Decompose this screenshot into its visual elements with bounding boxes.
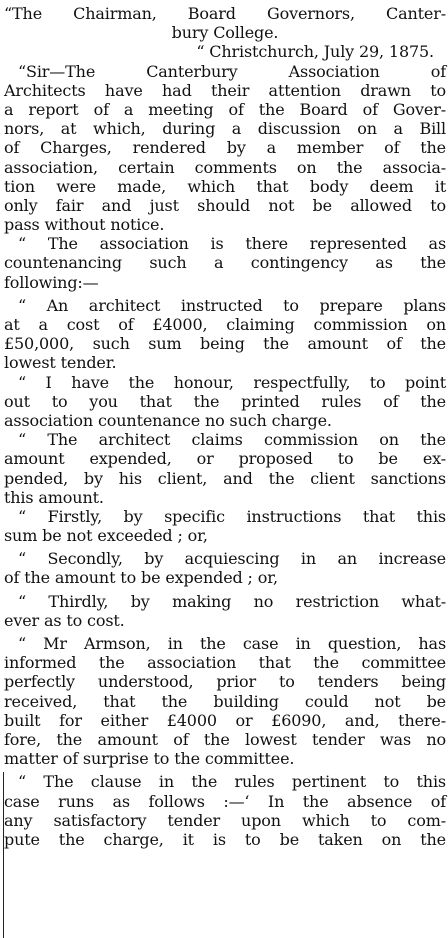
paragraph <box>4 634 446 768</box>
text-line: “The Chairman, Board Governors, Canter- <box>4 4 446 23</box>
text-line: this amount. <box>4 487 104 507</box>
text-line: tion were made, which that body deem it <box>4 176 446 196</box>
text-line: pended, by his client, and the client sanctions <box>4 468 446 488</box>
letter-address <box>4 4 446 62</box>
text-line: only fair and just should not be allowed to <box>4 195 446 215</box>
text-line: association countenance no such charge. <box>4 410 332 430</box>
text-line: matter of surprise to the committee. <box>4 749 295 769</box>
text-line: £50,000, such sum being the amount of the <box>4 334 446 354</box>
text-line: “ The architect claims commission on the <box>18 430 446 450</box>
paragraph <box>4 549 446 587</box>
text-line: pass without notice. <box>4 215 165 235</box>
paragraph <box>4 234 446 292</box>
text-line: “ Firstly, by specific instructions that this <box>18 506 446 526</box>
paragraph <box>4 62 446 235</box>
text-line: perfectly understood, prior to tenders being <box>4 672 446 692</box>
text-line: “ The clause in the rules pertinent to this <box>18 772 446 792</box>
text-line: bury College. <box>171 23 279 43</box>
text-line: association, certain comments on the associa- <box>4 157 446 177</box>
text-line: “ An architect instructed to prepare plans <box>18 295 446 315</box>
dateline: “ Christchurch, July 29, 1875. <box>196 42 434 62</box>
text-line: out to you that the printed rules of the <box>4 391 446 411</box>
text-line: “ I have the honour, respectfully, to point <box>18 372 446 392</box>
text-line: countenancing such a contingency as the <box>4 253 446 273</box>
paragraph <box>4 296 446 373</box>
text-line: ever as to cost. <box>4 610 125 630</box>
text-line: “ Secondly, by acquiescing in an increase <box>18 549 446 569</box>
text-line: fore, the amount of the lowest tender was no <box>4 729 446 749</box>
text-line: case runs as follows :—‘ In the absence of <box>4 791 446 811</box>
text-line: Architects have had their attention drawn to <box>4 80 446 100</box>
text-line: sum be not exceeded ; or, <box>4 526 208 546</box>
text-line: “ Thirdly, by making no restriction what- <box>18 591 446 611</box>
text-line: lowest tender. <box>4 353 117 373</box>
text-line: informed the association that the committee <box>4 653 446 673</box>
text-line: received, that the building could not be <box>4 691 446 711</box>
text-line: amount expended, or proposed to be ex- <box>4 449 446 469</box>
text-line: any satisfactory tender upon which to com- <box>4 810 446 830</box>
text-line: built for either £4000 or £6090, and, there- <box>4 710 446 730</box>
text-line: of Charges, rendered by a member of the <box>4 138 446 158</box>
text-line: at a cost of £4000, claiming commission on <box>4 315 446 334</box>
column-rule <box>3 772 4 938</box>
text-line: nors, at which, during a discussion on a Bill <box>4 119 446 139</box>
paragraph <box>4 507 446 545</box>
text-line: following:— <box>4 272 99 292</box>
text-line: a report of a meeting of the Board of Gover- <box>4 99 446 119</box>
text-line: “ The association is there represented as <box>18 234 446 254</box>
paragraph <box>4 772 446 849</box>
text-line: of the amount to be expended ; or, <box>4 568 278 588</box>
paragraph <box>4 430 446 507</box>
text-line: “Sir—The Canterbury Association of <box>18 61 446 81</box>
text-line: “ Mr Armson, in the case in question, has <box>18 634 446 653</box>
text-line: pute the charge, it is to be taken on the <box>4 829 446 849</box>
paragraph <box>4 373 446 431</box>
paragraph <box>4 592 446 630</box>
